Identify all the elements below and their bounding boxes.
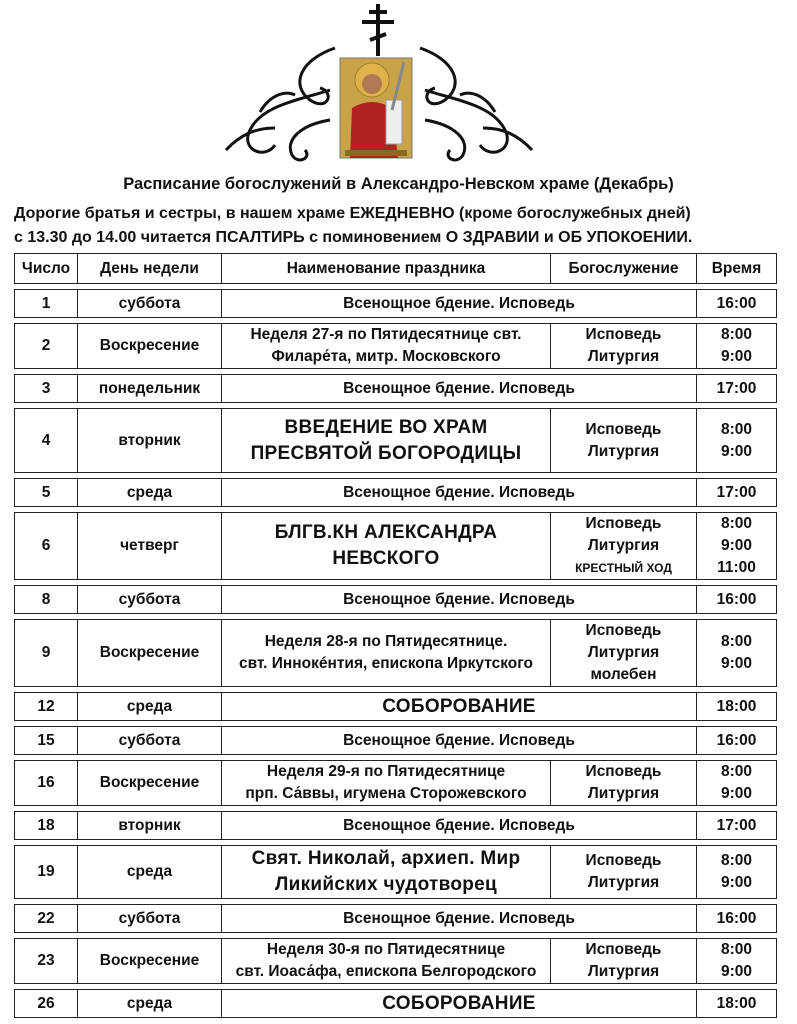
intro-line-2: с 13.30 до 14.00 читается ПСАЛТИРЬ с поминовением О ЗДРАВИИ и ОБ УПОКОЕНИИ. xyxy=(14,229,693,246)
table-row xyxy=(15,409,777,473)
weekday-cell: Воскресение xyxy=(78,939,222,984)
time-cell xyxy=(697,905,777,933)
time-cell xyxy=(697,693,777,721)
feast-cell-line: Неделя 27-я по Пятидесятнице свт. xyxy=(250,326,522,343)
time-cell-line: 16:00 xyxy=(716,294,757,312)
weekday-cell: вторник xyxy=(78,812,222,840)
feast-cell-line: ВВЕДЕНИЕ ВО ХРАМ xyxy=(284,416,488,438)
merged-feast-cell: Всенощное бдение. Исповедь xyxy=(222,905,697,933)
time-cell xyxy=(697,479,777,507)
day-cell: 16 xyxy=(15,761,78,806)
feast-cell-line: Свят. Николай, архиеп. Мир xyxy=(251,848,521,869)
day-cell: 4 xyxy=(15,409,78,473)
time-cell-line: 8:00 xyxy=(720,420,753,438)
time-cell-line: 9:00 xyxy=(720,442,753,460)
weekday-cell: среда xyxy=(78,846,222,899)
service-cell-line: Литургия xyxy=(587,874,660,891)
feast-cell-line: свт. Иннокéнтия, епископа Иркутского xyxy=(238,655,533,672)
feast-cell-line: НЕВСКОГО xyxy=(332,548,440,569)
schedule-body xyxy=(15,284,777,1018)
service-cell-line: Литургия xyxy=(587,348,660,365)
weekday-cell: суббота xyxy=(78,586,222,614)
time-cell-line: 8:00 xyxy=(720,633,753,650)
time-cell-line: 8:00 xyxy=(720,763,753,780)
ornament-graphic xyxy=(0,0,797,165)
feast-cell xyxy=(222,846,551,899)
table-row xyxy=(15,620,777,687)
time-cell-line: 18:00 xyxy=(716,994,757,1012)
time-cell xyxy=(697,409,777,473)
weekday-cell: понедельник xyxy=(78,375,222,403)
merged-feast-cell: СОБОРОВАНИЕ xyxy=(222,990,697,1018)
weekday-cell: суббота xyxy=(78,905,222,933)
feast-cell xyxy=(222,409,551,473)
merged-feast-cell: Всенощное бдение. Исповедь xyxy=(222,727,697,755)
merged-feast-cell: Всенощное бдение. Исповедь xyxy=(222,586,697,614)
feast-cell xyxy=(222,939,551,984)
service-cell xyxy=(551,846,697,899)
weekday-cell: среда xyxy=(78,479,222,507)
service-cell-line: Исповедь xyxy=(585,763,662,780)
feast-cell-line: Неделя 30-я по Пятидесятнице xyxy=(266,941,506,958)
time-cell-line: 17:00 xyxy=(716,379,757,397)
time-cell xyxy=(697,990,777,1018)
table-row xyxy=(15,905,777,933)
feast-cell-line: свт. Иоаса́фа, епископа Белгородского xyxy=(235,963,537,980)
time-cell-line: 9:00 xyxy=(720,785,753,802)
table-row xyxy=(15,324,777,369)
day-cell: 19 xyxy=(15,846,78,899)
column-header-day: Число xyxy=(15,254,78,284)
saint-icon xyxy=(340,58,412,158)
feast-cell xyxy=(222,324,551,369)
column-header-time: Время xyxy=(697,254,777,284)
time-cell-line: 17:00 xyxy=(716,816,757,834)
weekday-cell: Воскресение xyxy=(78,324,222,369)
table-row xyxy=(15,479,777,507)
day-cell: 2 xyxy=(15,324,78,369)
feast-cell xyxy=(222,761,551,806)
time-cell-line: 8:00 xyxy=(720,515,753,532)
table-row xyxy=(15,375,777,403)
day-cell: 22 xyxy=(15,905,78,933)
day-cell: 12 xyxy=(15,693,78,721)
service-cell-line: Исповедь xyxy=(585,420,662,438)
merged-feast-cell: Всенощное бдение. Исповедь xyxy=(222,375,697,403)
weekday-cell: среда xyxy=(78,990,222,1018)
time-cell-line: 16:00 xyxy=(716,731,757,749)
table-row xyxy=(15,939,777,984)
intro-line-1: Дорогие братья и сестры, в нашем храме ЕЖЕДНЕВНО (кроме богослужебных дней) xyxy=(14,205,691,222)
feast-cell-line: ПРЕСВЯТОЙ БОГОРОДИЦЫ xyxy=(250,442,522,464)
time-cell-line: 9:00 xyxy=(720,874,753,891)
service-cell-line: Исповедь xyxy=(585,515,662,532)
day-cell: 9 xyxy=(15,620,78,687)
orthodox-cross-icon xyxy=(362,4,394,56)
day-cell: 15 xyxy=(15,727,78,755)
service-cell xyxy=(551,620,697,687)
day-cell: 1 xyxy=(15,290,78,318)
time-cell xyxy=(697,939,777,984)
time-cell-line: 8:00 xyxy=(720,852,753,869)
table-row xyxy=(15,586,777,614)
service-cell xyxy=(551,409,697,473)
weekday-cell: среда xyxy=(78,693,222,721)
time-cell-line: 9:00 xyxy=(720,348,753,365)
service-cell-line: Исповедь xyxy=(585,852,662,869)
day-cell: 26 xyxy=(15,990,78,1018)
table-row xyxy=(15,513,777,580)
table-row xyxy=(15,693,777,721)
service-cell-line: Литургия xyxy=(587,963,660,980)
feast-cell-line: БЛГВ.КН АЛЕКСАНДРА xyxy=(274,522,498,543)
feast-cell xyxy=(222,513,551,580)
time-cell-line: 16:00 xyxy=(716,909,757,927)
table-row xyxy=(15,727,777,755)
table-row xyxy=(15,846,777,899)
time-cell xyxy=(697,513,777,580)
schedule-table xyxy=(14,253,777,1018)
day-cell: 6 xyxy=(15,513,78,580)
service-cell-line: КРЕСТНЫЙ ХОД xyxy=(575,561,672,575)
time-cell xyxy=(697,761,777,806)
day-cell: 5 xyxy=(15,479,78,507)
time-cell xyxy=(697,290,777,318)
service-cell-line: Исповедь xyxy=(585,622,662,639)
time-cell xyxy=(697,324,777,369)
feast-cell-line: Филаре́та, митр. Московского xyxy=(271,348,501,365)
day-cell: 18 xyxy=(15,812,78,840)
feast-cell-line: Ликийских чудотворец xyxy=(275,874,497,895)
feast-cell-line: Неделя 28-я по Пятидесятнице. xyxy=(264,633,508,650)
table-row xyxy=(15,812,777,840)
weekday-cell: суббота xyxy=(78,290,222,318)
feast-cell-line: Неделя 29-я по Пятидесятнице xyxy=(266,763,506,780)
weekday-cell: четверг xyxy=(78,513,222,580)
time-cell xyxy=(697,620,777,687)
weekday-cell: Воскресение xyxy=(78,761,222,806)
time-cell-line: 9:00 xyxy=(720,537,753,554)
left-flourish-icon xyxy=(226,48,335,160)
time-cell-line: 18:00 xyxy=(716,697,757,715)
time-cell-line: 11:00 xyxy=(717,559,756,576)
weekday-cell: Воскресение xyxy=(78,620,222,687)
weekday-cell: вторник xyxy=(78,409,222,473)
table-header-row xyxy=(15,254,777,284)
merged-feast-cell: Всенощное бдение. Исповедь xyxy=(222,290,697,318)
service-cell-line: Исповедь xyxy=(585,326,662,343)
column-header-weekday: День недели xyxy=(78,254,222,284)
feast-cell xyxy=(222,620,551,687)
time-cell xyxy=(697,812,777,840)
right-flourish-icon xyxy=(420,48,532,160)
feast-cell-line: прп. Са́ввы, игумена Сторожевского xyxy=(245,785,527,802)
service-cell-line: молебен xyxy=(590,666,657,683)
merged-feast-cell: Всенощное бдение. Исповедь xyxy=(222,812,697,840)
time-cell-line: 17:00 xyxy=(716,483,757,501)
day-cell: 23 xyxy=(15,939,78,984)
service-cell-line: Исповедь xyxy=(585,941,662,958)
time-cell-line: 8:00 xyxy=(720,326,753,343)
day-cell: 8 xyxy=(15,586,78,614)
time-cell-line: 9:00 xyxy=(720,963,753,980)
time-cell-line: 8:00 xyxy=(720,941,753,958)
table-row xyxy=(15,290,777,318)
service-cell xyxy=(551,513,697,580)
service-cell xyxy=(551,324,697,369)
header-ornament xyxy=(0,0,797,165)
day-cell: 3 xyxy=(15,375,78,403)
time-cell xyxy=(697,727,777,755)
service-cell-line: Литургия xyxy=(587,442,660,460)
time-cell-line: 9:00 xyxy=(720,655,753,672)
merged-feast-cell: Всенощное бдение. Исповедь xyxy=(222,479,697,507)
service-cell-line: Литургия xyxy=(587,644,660,661)
table-row xyxy=(15,761,777,806)
service-cell xyxy=(551,761,697,806)
page-title: Расписание богослужений в Александро-Невском храме (Декабрь) xyxy=(123,175,674,193)
time-cell-line: 16:00 xyxy=(716,590,757,608)
merged-feast-cell: СОБОРОВАНИЕ xyxy=(222,693,697,721)
table-row xyxy=(15,990,777,1018)
service-cell-line: Литургия xyxy=(587,785,660,802)
service-cell xyxy=(551,939,697,984)
time-cell xyxy=(697,846,777,899)
column-header-service: Богослужение xyxy=(551,254,697,284)
column-header-feast: Наименование праздника xyxy=(222,254,551,284)
service-cell-line: Литургия xyxy=(587,537,660,554)
weekday-cell: суббота xyxy=(78,727,222,755)
time-cell xyxy=(697,586,777,614)
time-cell xyxy=(697,375,777,403)
